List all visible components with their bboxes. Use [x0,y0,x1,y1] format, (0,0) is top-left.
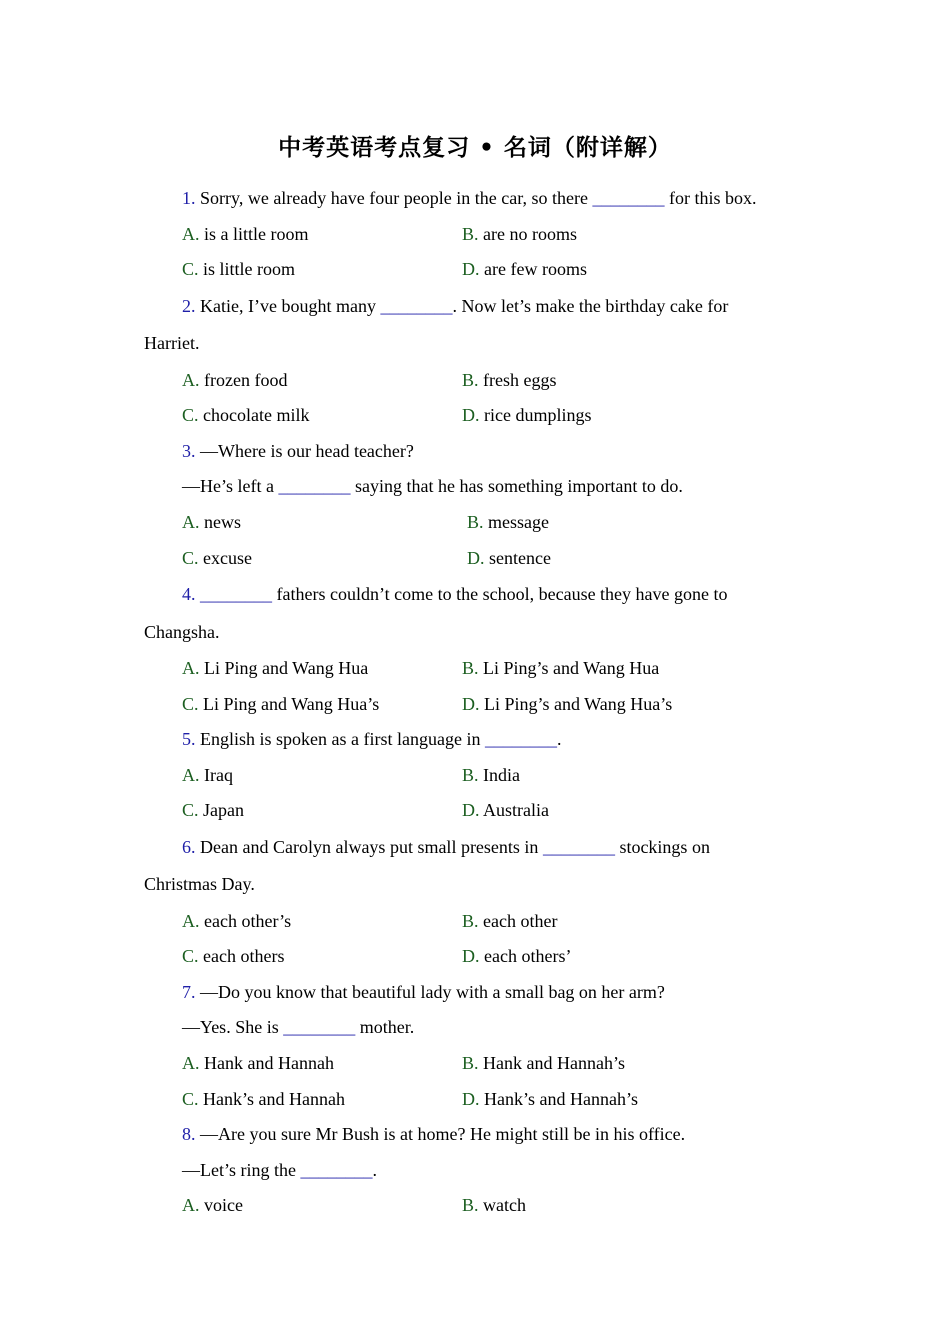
option-text: each other’s [204,910,292,931]
option-text: frozen food [204,369,288,390]
option-b [462,1188,526,1224]
option-a [182,1046,334,1082]
answer-blank: ________ [283,1017,356,1038]
question-text: . Now let’s make the birthday cake for [452,295,729,316]
option-letter: B. [462,1053,479,1074]
option-c [182,687,379,723]
option-letter: A. [182,764,200,785]
option-text: Australia [483,800,549,821]
option-letter: C. [182,405,199,426]
option-text: Hank and Hannah’s [483,1053,625,1074]
question-number: 4. [182,584,196,605]
option-b [462,363,557,399]
options-row [144,398,814,434]
question-3-stem-line [144,469,814,505]
question-5-stem-line [144,722,814,758]
answer-blank: ________ [484,729,557,750]
question-number: 1. [182,188,196,208]
option-d [462,687,672,723]
option-letter: A. [182,223,200,244]
answer-blank: ________ [380,295,453,316]
option-d [462,398,591,434]
question-list [144,181,814,1224]
question-text: English is spoken as a first language in [200,729,485,750]
option-c [182,793,244,829]
question-text: Sorry, we already have four people in the car, so there [200,188,593,208]
option-letter: A. [182,369,200,390]
option-text: each other [483,910,558,931]
option-letter: D. [462,259,480,280]
question-text: Dean and Carolyn always put small presents in [200,836,543,857]
option-text: each others [203,946,285,967]
option-text: India [483,764,520,785]
question-text: —Let’s ring the [182,1159,301,1180]
question-3-stem-line [144,434,814,470]
option-letter: B. [462,657,479,678]
option-a [182,217,308,253]
option-c [182,398,309,434]
option-text: Hank’s and Hannah [203,1088,345,1109]
option-text: excuse [203,547,252,568]
question-6-continuation: Christmas Day. [144,874,255,895]
option-letter: C. [182,946,199,967]
options-row [144,252,814,288]
option-a [182,904,291,940]
options-row [144,651,814,687]
question-2-continuation: Harriet. [144,333,200,354]
option-text: Li Ping’s and Wang Hua [483,657,660,678]
options-row [144,217,814,253]
option-text: watch [483,1195,526,1216]
option-text: is little room [203,259,296,280]
question-text: fathers couldn’t come to the school, because they have gone to [272,584,728,605]
page-title: 中考英语考点复习 • 名词（附详解） [278,135,672,161]
answer-blank: ________ [200,584,272,605]
option-letter: A. [182,1053,200,1074]
option-c [182,1082,345,1118]
option-a [182,651,368,687]
question-7-stem-line [144,1010,814,1046]
option-text: Hank and Hannah [204,1053,334,1074]
option-text: are no rooms [483,223,577,244]
answer-blank: ________ [592,188,665,208]
option-b [462,1046,625,1082]
option-b [462,217,577,253]
options-row [144,1188,814,1224]
question-text: stockings on [614,836,710,857]
question-text: . [372,1159,377,1180]
option-d [462,939,571,975]
question-number: 3. [182,440,196,461]
option-text: news [204,511,241,532]
question-number: 8. [182,1124,196,1145]
question-8-stem-line [144,1153,814,1189]
question-2-stem-line [144,288,814,325]
option-b [462,651,659,687]
question-text: for this box. [664,188,757,208]
option-letter: B. [467,511,484,532]
option-a [182,363,287,399]
answer-blank: ________ [542,836,615,857]
option-letter: A. [182,910,200,931]
options-row [144,1046,814,1082]
question-number: 5. [182,729,196,750]
option-letter: C. [182,800,199,821]
question-text: Katie, I’ve bought many [200,295,381,316]
option-d [462,793,549,829]
option-a [182,1188,243,1224]
option-text: sentence [489,547,551,568]
options-row [144,939,814,975]
question-text: —Where is our head teacher? [200,440,414,461]
option-text: Li Ping and Wang Hua [204,657,369,678]
option-text: Japan [203,800,244,821]
option-text: Li Ping’s and Wang Hua’s [484,693,673,714]
options-row [144,758,814,794]
option-letter: B. [462,1195,479,1216]
option-c [182,939,284,975]
option-text: each others’ [484,946,572,967]
option-d [462,1082,638,1118]
option-letter: D. [467,547,485,568]
option-text: voice [204,1195,243,1216]
option-letter: B. [462,369,479,390]
question-text: . [556,729,562,750]
options-row [144,505,814,541]
option-letter: D. [462,693,480,714]
option-text: Li Ping and Wang Hua’s [203,693,380,714]
option-text: Hank’s and Hannah’s [484,1088,638,1109]
option-letter: D. [462,1088,480,1109]
question-4-continuation: Changsha. [144,621,220,642]
answer-blank: ________ [300,1159,373,1180]
options-row [144,793,814,829]
options-row [144,687,814,723]
option-text: are few rooms [484,259,587,280]
option-text: chocolate milk [203,405,310,426]
question-text: saying that he has something important to do. [350,476,683,497]
option-text: fresh eggs [483,369,557,390]
option-text: is a little room [204,223,309,244]
option-b [462,904,557,940]
option-d [462,252,587,288]
option-b [462,758,520,794]
options-row [144,541,814,577]
answer-blank: ________ [278,476,351,497]
question-text: —He’s left a [182,476,279,497]
option-letter: C. [182,693,199,714]
question-text: —Are you sure Mr Bush is at home? He might still be in his office. [200,1124,686,1145]
option-letter: C. [182,259,199,280]
question-number: 6. [182,836,196,857]
option-letter: A. [182,511,200,532]
option-letter: D. [462,405,480,426]
option-letter: D. [462,946,480,967]
option-letter: C. [182,547,199,568]
question-6-stem-line [144,829,814,866]
option-text: message [488,511,549,532]
question-text: —Yes. She is [182,1017,284,1038]
question-text: —Do you know that beautiful lady with a small bag on her arm? [200,981,665,1002]
question-number: 2. [182,295,196,316]
option-letter: B. [462,223,479,244]
option-text: rice dumplings [484,405,592,426]
question-7-stem-line [144,975,814,1011]
option-letter: B. [462,910,479,931]
options-row [144,904,814,940]
option-a [182,758,233,794]
option-letter: B. [462,764,479,785]
option-b [467,505,549,541]
option-a [182,505,241,541]
question-text: mother. [355,1017,415,1038]
option-letter: A. [182,1195,200,1216]
option-letter: C. [182,1088,199,1109]
question-8-stem-line [144,1117,814,1153]
question-number: 7. [182,981,196,1002]
question-1-stem-line [144,181,814,217]
options-row [144,363,814,399]
option-text: Iraq [204,764,233,785]
option-d [467,541,551,577]
option-c [182,252,295,288]
question-4-stem-line [144,576,814,613]
option-letter: D. [462,800,480,821]
option-letter: A. [182,657,200,678]
options-row [144,1082,814,1118]
option-c [182,541,252,577]
